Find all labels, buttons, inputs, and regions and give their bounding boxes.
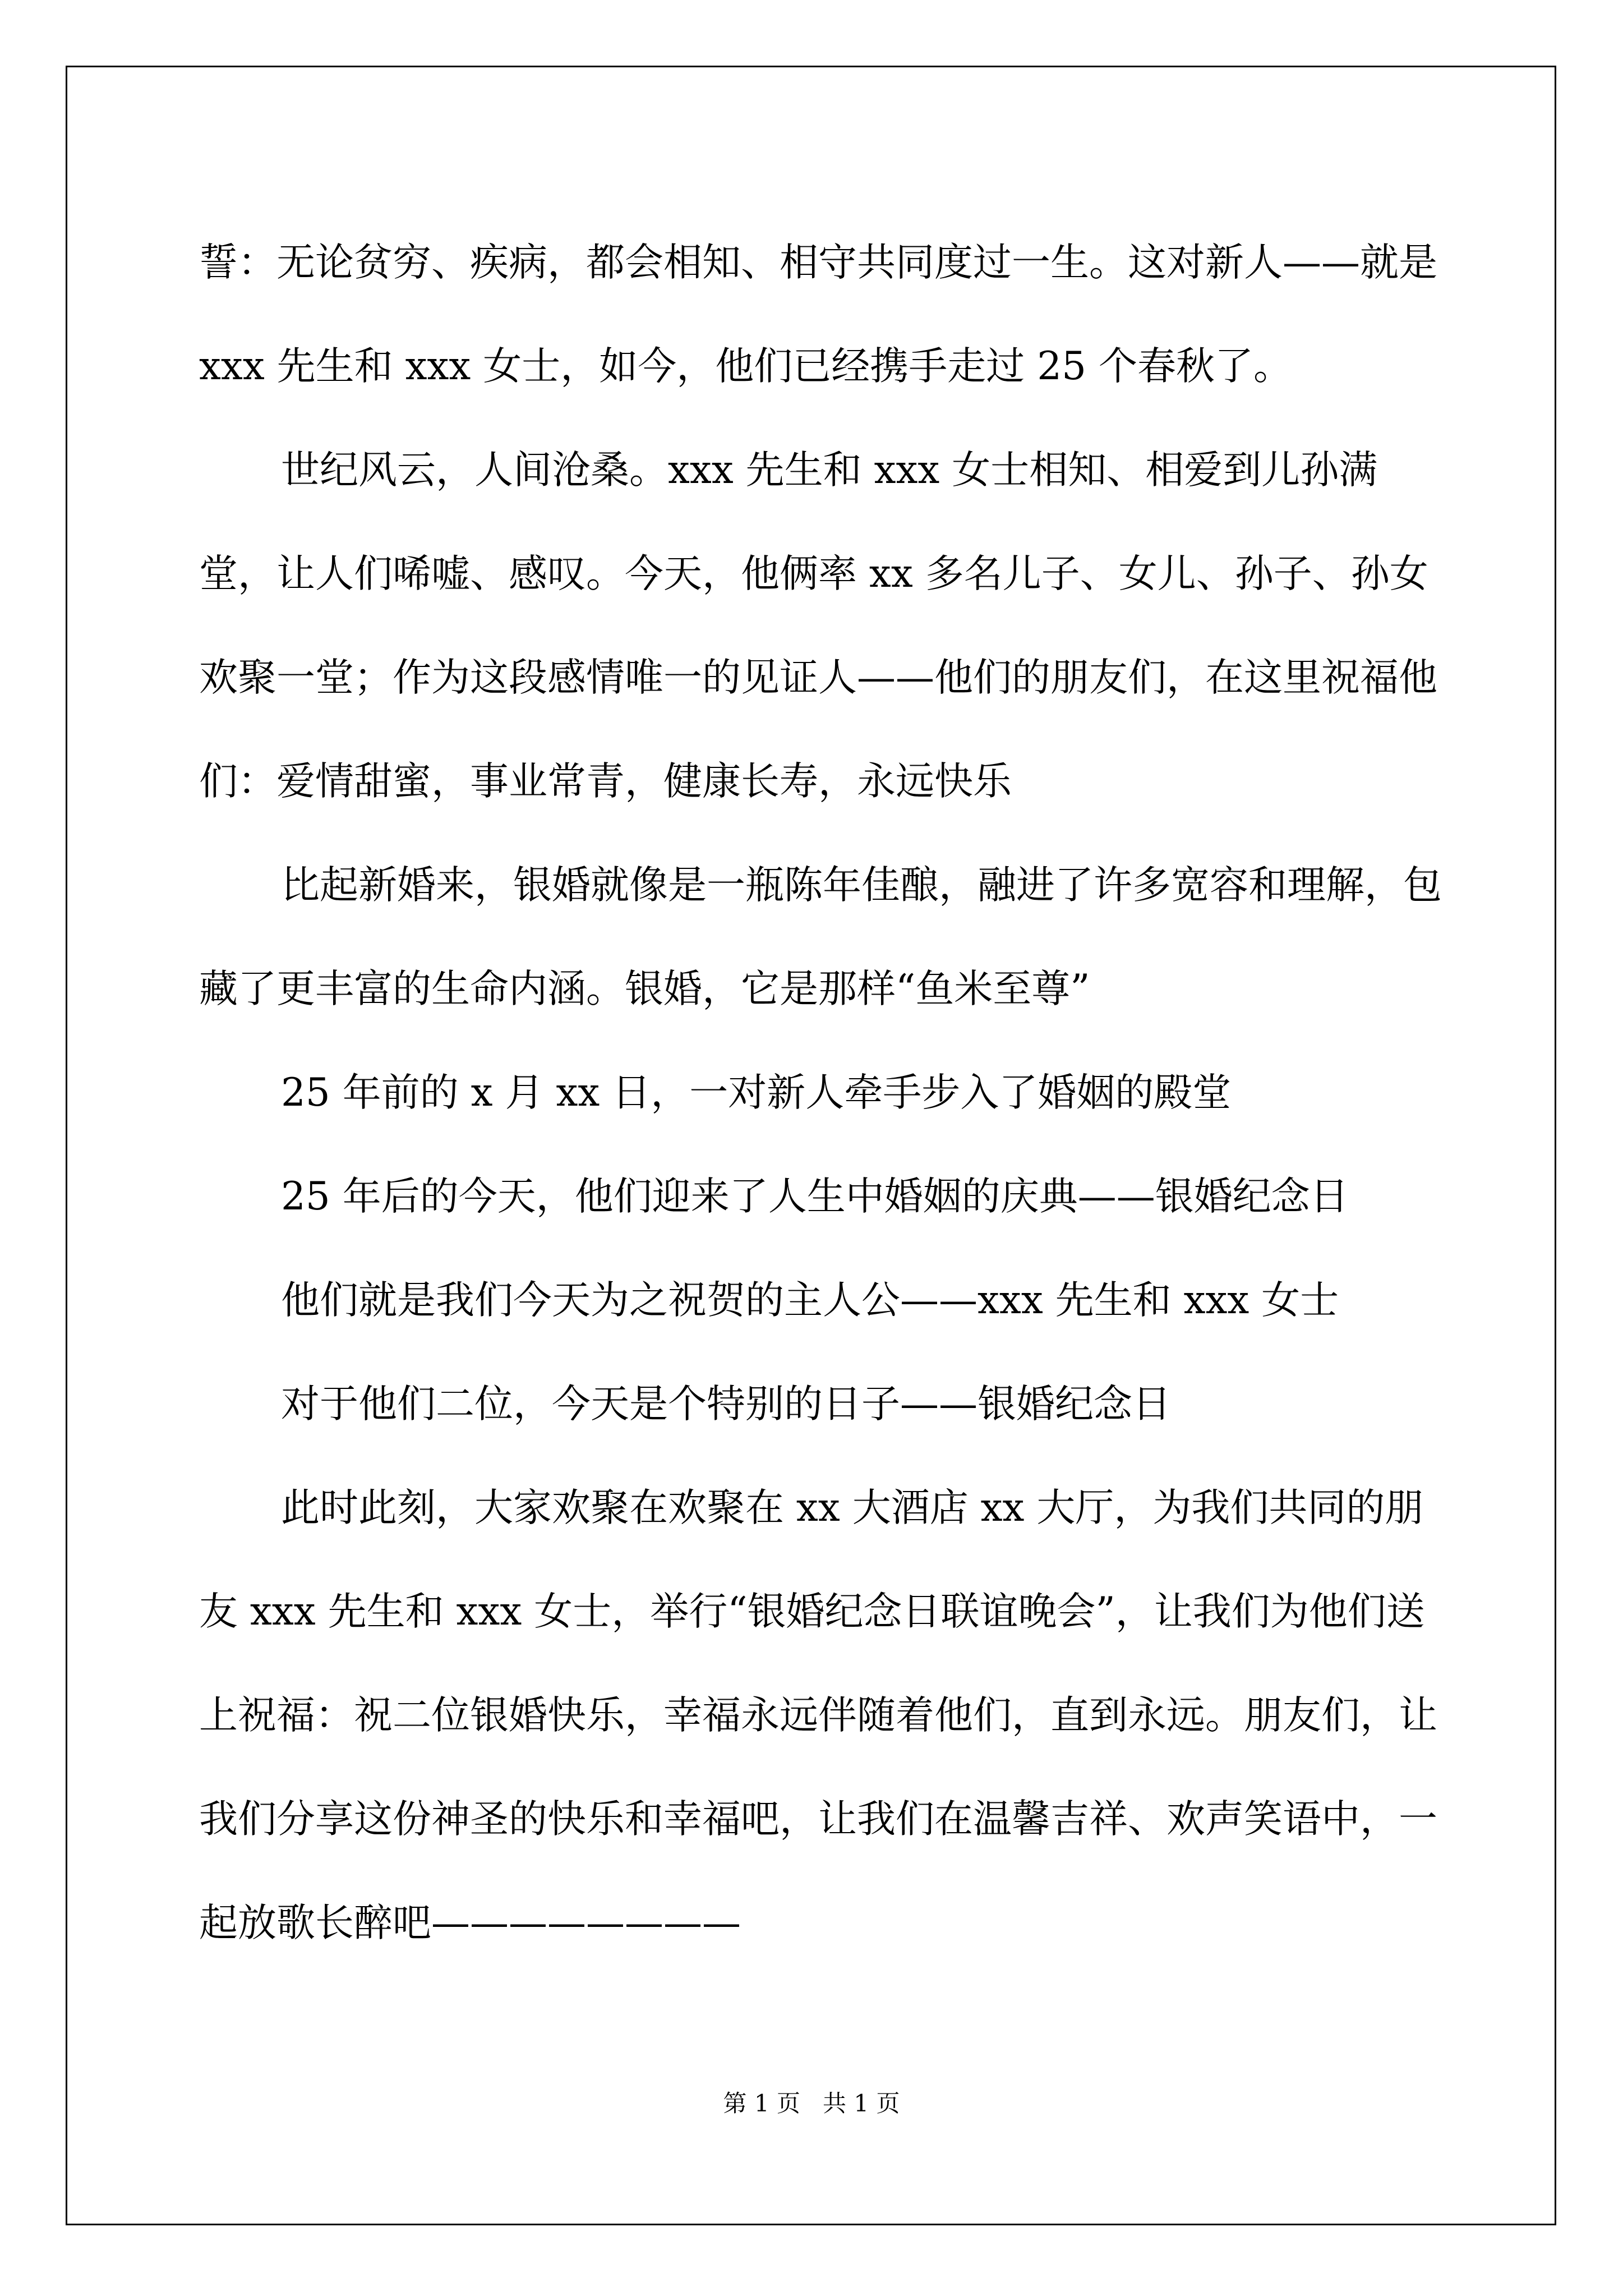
- paragraph-4: 25 年前的 x 月 xx 日，一对新人牵手步入了婚姻的殿堂: [281, 1070, 1232, 1115]
- paragraph-5: 25 年后的今天，他们迎来了人生中婚姻的庆典——银婚纪念日: [281, 1174, 1349, 1219]
- paragraph-6: 他们就是我们今天为之祝贺的主人公——xxx 先生和 xxx 女士: [281, 1278, 1339, 1323]
- paragraph-1: 誓：无论贫穷、疾病，都会相知、相守共同度过一生。这对新人——就是 xxx 先生和 xxx 女士，如今，他们已经携手走过 25 个春秋了。: [199, 240, 1450, 389]
- paragraph-2: 世纪风云，人间沧桑。xxx 先生和 xxx 女士相知、相爱到儿孙满堂，让人们唏嘘、感叹。今天，他俩率 xx 多名儿子、女儿、孙子、孙女欢聚一堂；作为这段感情唯一的见证人——他们的朋友们，在这里祝福他们：爱情甜蜜，事业常青，健康长寿，永远快乐: [199, 448, 1437, 804]
- page-number-footer: 第 1 页 共 1 页: [723, 2090, 900, 2117]
- paragraph-8: 此时此刻，大家欢聚在欢聚在 xx 大酒店 xx 大厅，为我们共同的朋友 xxx 先生和 xxx 女士，举行“银婚纪念日联谊晚会”，让我们为他们送上祝福：祝二位银婚快乐，幸福永远伴随着他们，直到永远。朋友们，让我们分享这份神圣的快乐和幸福吧，让我们在温馨吉祥、欢声笑语中，一起放歌长醉吧————————: [199, 1485, 1437, 1945]
- paragraph-3: 比起新婚来，银婚就像是一瓶陈年佳酿，融进了许多宽容和理解，包藏了更丰富的生命内涵。银婚，它是那样“鱼米至尊”: [199, 863, 1442, 1011]
- paragraph-7: 对于他们二位，今天是个特别的日子——银婚纪念日: [281, 1382, 1171, 1427]
- document-body: [199, 211, 1450, 1975]
